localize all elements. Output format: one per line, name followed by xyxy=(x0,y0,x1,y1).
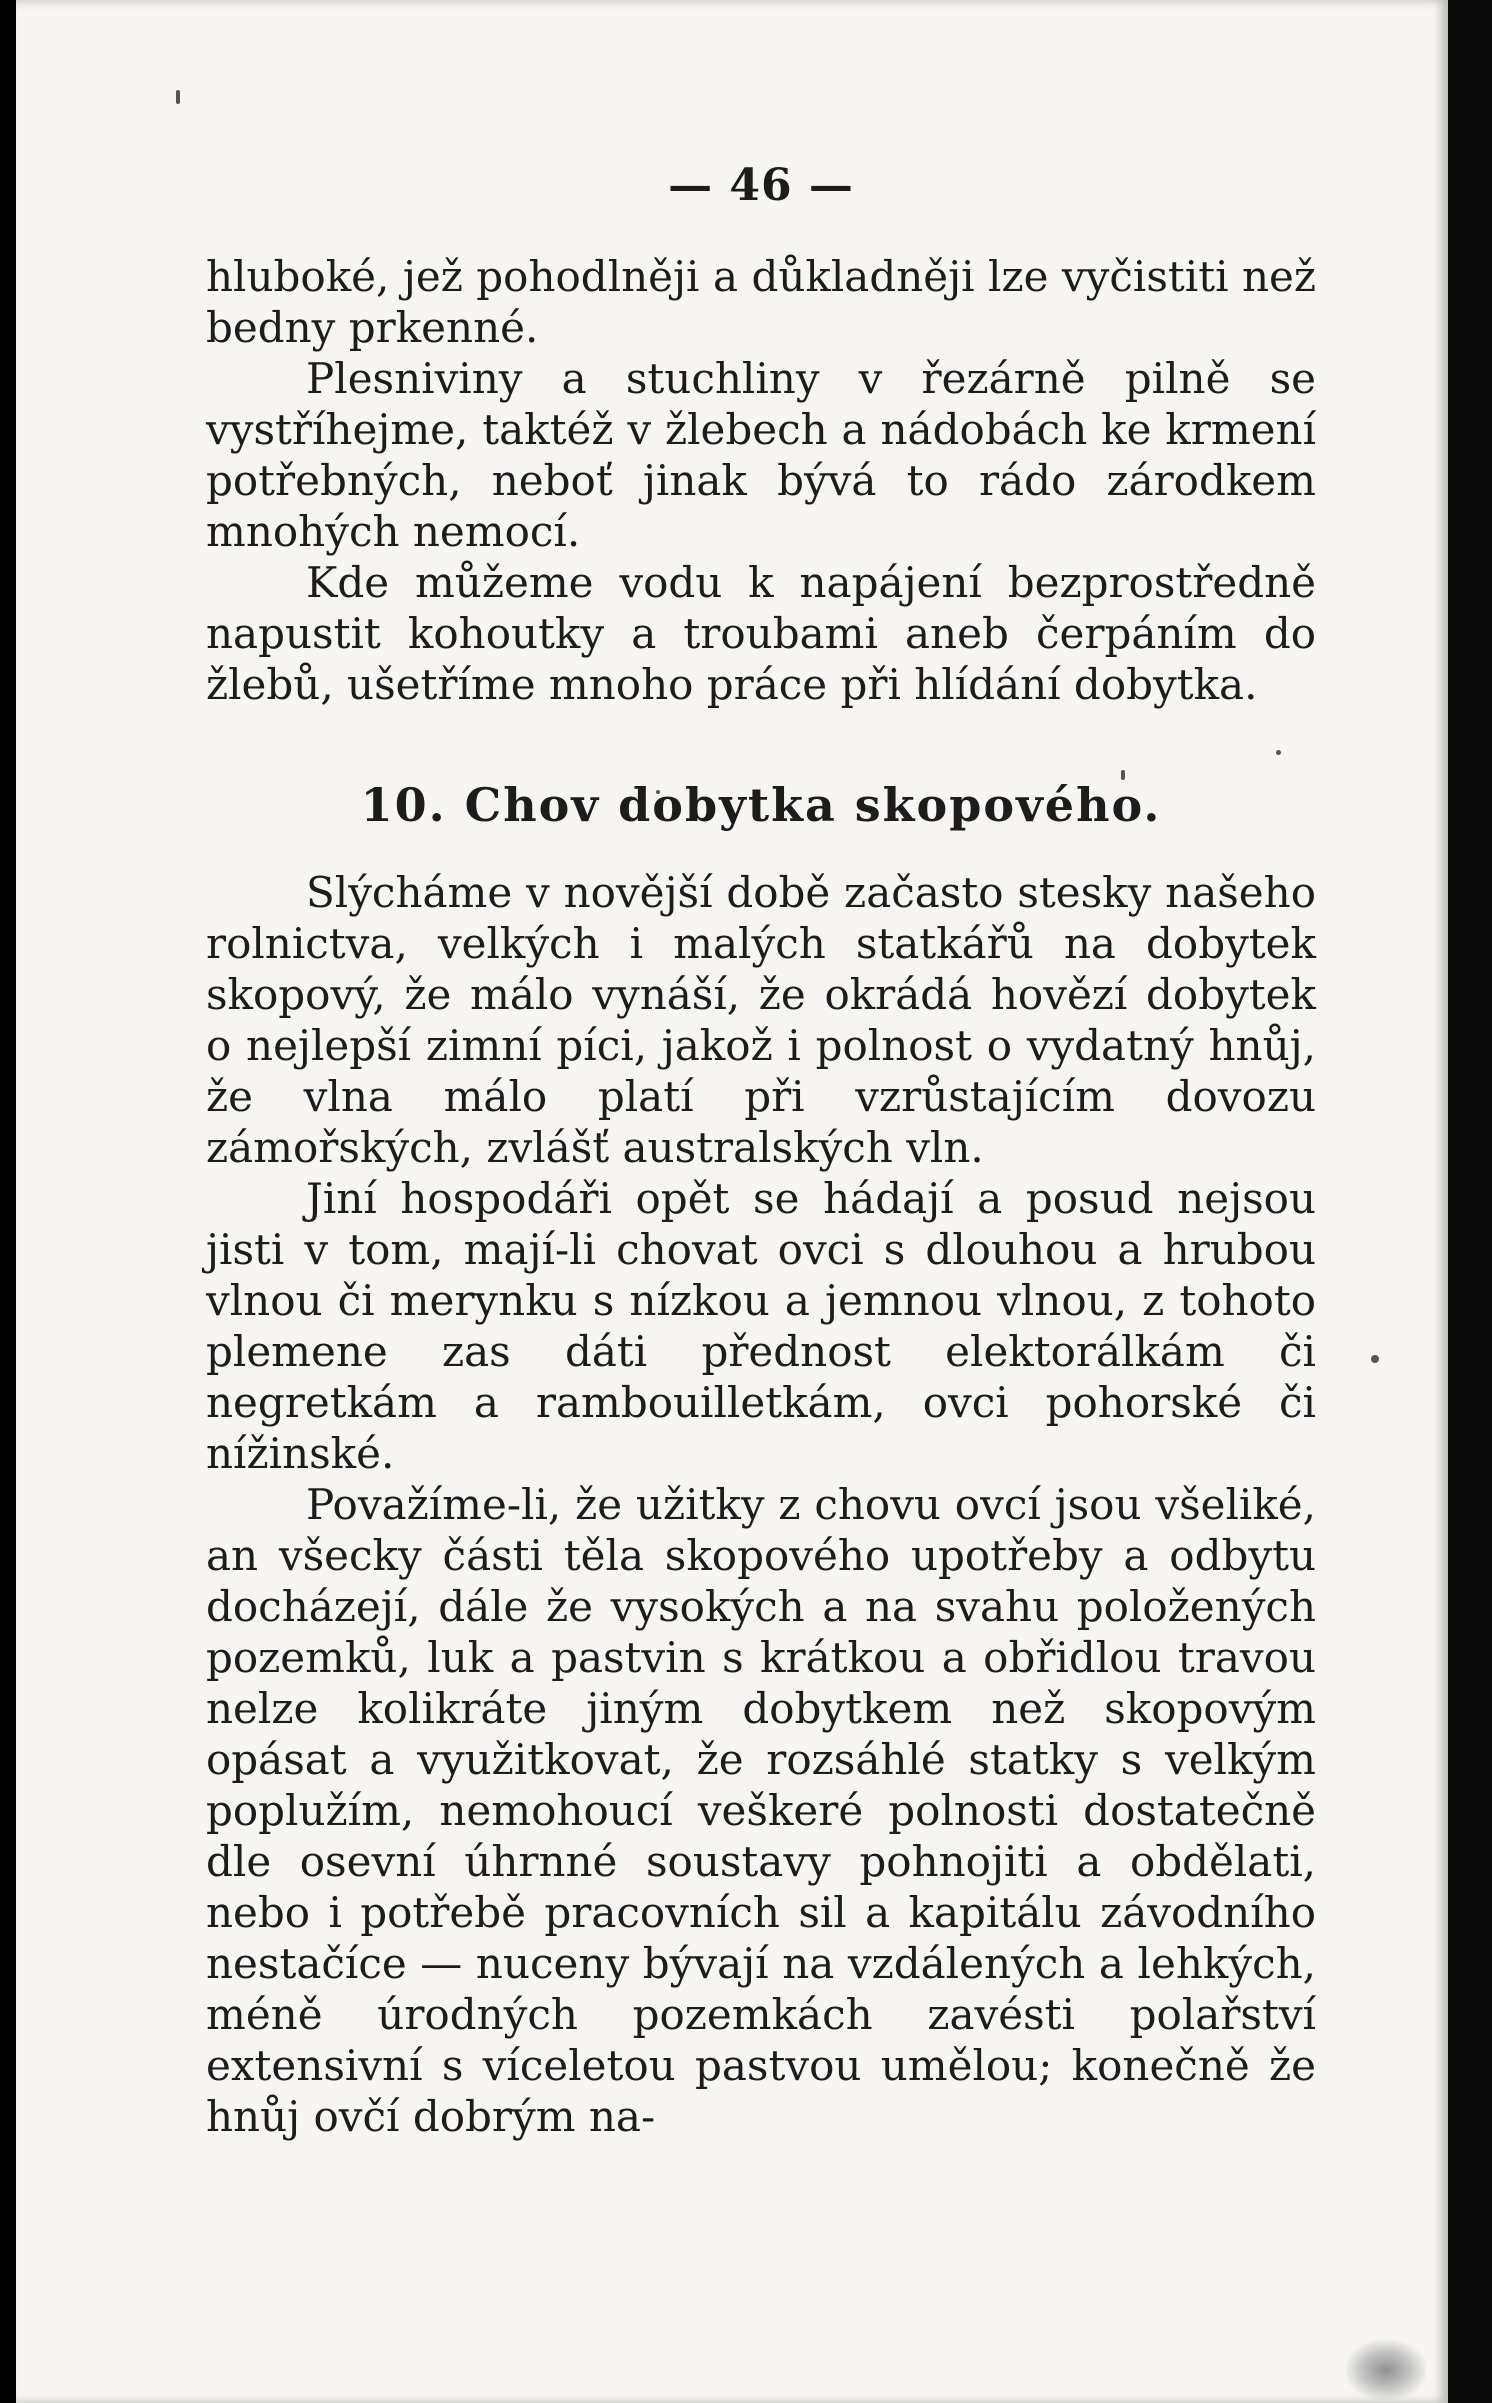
page-number: — 46 — xyxy=(668,160,854,211)
book-page xyxy=(16,0,1448,2403)
ink-speck xyxy=(1371,1355,1379,1363)
paragraph: Jiní hospodáři opět se hádají a posud nejsou jisti v tom, mají-li chovat ovci s dlouhou a hrubou vlnou či merynku s nízkou a jemnou vlnou, z tohoto plemene zas dáti přednost elektorálkám či negretkám a rambouilletkám, ovci pohorské či nížinské. xyxy=(206,1174,1316,1478)
page-stain xyxy=(1346,2340,1426,2400)
paragraph: Plesniviny a stuchliny v řezárně pilně se vystříhejme, taktéž v žlebech a nádobách ke krmení potřebných, neboť jinak bývá to rádo zárodkem mnohých nemocí. xyxy=(206,354,1316,556)
paragraph: Považíme-li, že užitky z chovu ovcí jsou všeliké, an všecky části těla skopového upotřeby a odbytu docházejí, dále že vysokých a na svahu položených pozemků, luk a pastvin s krátkou a obřidlou travou nelze kolikráte jiným dobytkem než skopovým opásat a využitkovat, že rozsáhlé statky s velkým poplužím, nemohoucí veškeré polnosti dostatečně dle osevní úhrnné soustavy pohnojiti a obdělati, nebo i potřebě pracovních sil a kapitálu závodního nestačíce — nuceny bývají na vzdálených a lehkých, méně úrodných pozemkách zavésti polařství extensivní s víceletou pastvou umělou; konečně že hnůj ovčí dobrým na- xyxy=(206,1480,1316,2141)
paragraph: Slýcháme v novější době začasto stesky našeho rolnictva, velkých i malých statkářů na dobytek skopový, že málo vynáší, že okrádá hovězí dobytek o nejlepší zimní píci, jakož i polnost o vydatný hnůj, že vlna málo platí při vzrůstajícím dovozu zámořských, zvlášť australských vln. xyxy=(206,868,1316,1172)
section-spacer xyxy=(206,710,1316,780)
page-content xyxy=(206,160,1316,2142)
scan-border xyxy=(1448,0,1492,2403)
paragraph: Kde můžeme vodu k napájení bezprostředně napustit kohoutky a troubami aneb čerpáním do žlebů, ušetříme mnoho práce při hlídání dobytka. xyxy=(206,558,1316,709)
paragraph: hluboké, jež pohodlněji a důkladněji lze vyčistiti než bedny prkenné. xyxy=(206,252,1316,352)
ink-speck xyxy=(176,90,180,104)
section-heading: 10. Chov dobytka skopového. xyxy=(360,778,1162,832)
